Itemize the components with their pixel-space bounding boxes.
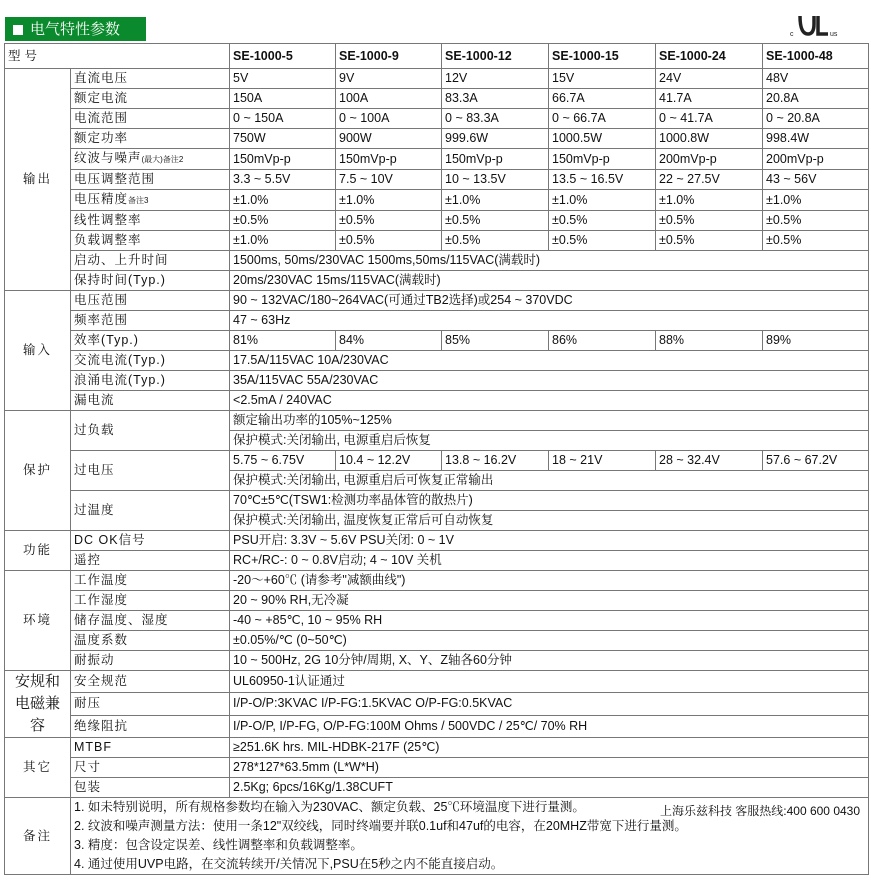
- table-row: [5, 129, 869, 149]
- row-label: 额定功率: [71, 129, 230, 149]
- table-row: [5, 291, 869, 311]
- cell: 150mVp-p: [230, 149, 336, 170]
- cell: ±0.5%: [549, 211, 656, 231]
- cell: 0 ~ 150A: [230, 109, 336, 129]
- section-title: [5, 17, 146, 41]
- table-row: [5, 451, 869, 471]
- cell: 278*127*63.5mm (L*W*H): [230, 758, 869, 778]
- table-row: [5, 738, 869, 758]
- cell: 86%: [549, 331, 656, 351]
- row-label: 安全规范: [71, 671, 230, 693]
- row-label-note: (最大)备注2: [141, 155, 184, 164]
- cell: 0 ~ 100A: [336, 109, 442, 129]
- cell: 3.3 ~ 5.5V: [230, 170, 336, 190]
- table-row: [5, 211, 869, 231]
- cell: ±0.5%: [442, 211, 549, 231]
- table-row: [5, 778, 869, 798]
- cell: ±0.5%: [336, 211, 442, 231]
- row-label: 保持时间(Typ.): [71, 271, 230, 291]
- cell: 20ms/230VAC 15ms/115VAC(满载时): [230, 271, 869, 291]
- table-row: [5, 271, 869, 291]
- cell: 150mVp-p: [549, 149, 656, 170]
- row-label: 启动、上升时间: [71, 251, 230, 271]
- cell: ±0.5%: [763, 211, 869, 231]
- table-row: [5, 611, 869, 631]
- category-output: 输出: [5, 69, 71, 291]
- cell: 66.7A: [549, 89, 656, 109]
- cell: 5V: [230, 69, 336, 89]
- cell: 0 ~ 41.7A: [656, 109, 763, 129]
- table-row: [5, 190, 869, 211]
- cell: I/P-O/P, I/P-FG, O/P-FG:100M Ohms / 500VDC / 25℃/ 70% RH: [230, 715, 869, 737]
- cell: 24V: [656, 69, 763, 89]
- category-protection: 保护: [5, 411, 71, 531]
- cell: 48V: [763, 69, 869, 89]
- row-label: 包装: [71, 778, 230, 798]
- table-row: [5, 758, 869, 778]
- cell: 0 ~ 20.8A: [763, 109, 869, 129]
- cell: 5.75 ~ 6.75V: [230, 451, 336, 471]
- category-notes: 备注: [5, 798, 71, 875]
- cell: 41.7A: [656, 89, 763, 109]
- cell: 70℃±5℃(TSW1:检测功率晶体管的散热片): [230, 491, 869, 511]
- table-row: [5, 411, 869, 431]
- cell: 998.4W: [763, 129, 869, 149]
- table-row: [5, 571, 869, 591]
- row-label: 尺寸: [71, 758, 230, 778]
- cell: ≥251.6K hrs. MIL-HDBK-217F (25℃): [230, 738, 869, 758]
- table-row: [5, 231, 869, 251]
- cell: RC+/RC-: 0 ~ 0.8V启动; 4 ~ 10V 关机: [230, 551, 869, 571]
- row-label: 储存温度、湿度: [71, 611, 230, 631]
- cell: 13.8 ~ 16.2V: [442, 451, 549, 471]
- table-row: [5, 371, 869, 391]
- svg-text:c: c: [790, 31, 794, 38]
- square-bullet-icon: [13, 25, 23, 35]
- row-label: 负载调整率: [71, 231, 230, 251]
- row-label: 过电压: [71, 451, 230, 491]
- cell: ±0.5%: [656, 231, 763, 251]
- row-label: 电压范围: [71, 291, 230, 311]
- cell: ±0.5%: [763, 231, 869, 251]
- cell: ±1.0%: [656, 190, 763, 211]
- model-name: SE-1000-9: [336, 44, 442, 69]
- cell: 84%: [336, 331, 442, 351]
- table-row: [5, 551, 869, 571]
- svg-text:us: us: [830, 31, 838, 38]
- row-label: MTBF: [71, 738, 230, 758]
- cell: ±0.05%/℃ (0~50℃): [230, 631, 869, 651]
- cell: 12V: [442, 69, 549, 89]
- row-label: 频率范围: [71, 311, 230, 331]
- note-line: 3. 精度：包含设定误差、线性调整率和负载调整率。: [74, 838, 363, 852]
- table-row: [5, 331, 869, 351]
- cell: 750W: [230, 129, 336, 149]
- cell: 1000.5W: [549, 129, 656, 149]
- cell: ±1.0%: [763, 190, 869, 211]
- note-line: 2. 纹波和噪声测量方法：使用一条12"双绞线，同时终端要并联0.1uf和47uf的电容，在20MHZ带宽下进行量测。: [74, 819, 687, 833]
- cell: 900W: [336, 129, 442, 149]
- table-row: [5, 89, 869, 109]
- model-name: SE-1000-12: [442, 44, 549, 69]
- cell: 100A: [336, 89, 442, 109]
- cell: 20.8A: [763, 89, 869, 109]
- cell: 47 ~ 63Hz: [230, 311, 869, 331]
- cell: ±0.5%: [549, 231, 656, 251]
- cell: 2.5Kg; 6pcs/16Kg/1.38CUFT: [230, 778, 869, 798]
- cell: ±0.5%: [230, 211, 336, 231]
- cell: 保护模式:关闭输出, 电源重启后恢复: [230, 431, 869, 451]
- notes-row: [5, 798, 869, 875]
- row-label: 电流范围: [71, 109, 230, 129]
- table-row: [5, 109, 869, 129]
- row-label: 效率(Typ.): [71, 331, 230, 351]
- cell: 0 ~ 83.3A: [442, 109, 549, 129]
- cell: ±1.0%: [230, 231, 336, 251]
- category-environment: 环境: [5, 571, 71, 671]
- row-label-text: 电压精度: [74, 192, 129, 206]
- notes-cell: [71, 798, 869, 875]
- row-label: 直流电压: [71, 69, 230, 89]
- cell: ±1.0%: [442, 190, 549, 211]
- table-row: [5, 671, 869, 693]
- cell: ±0.5%: [336, 231, 442, 251]
- cell: 保护模式:关闭输出, 温度恢复正常后可自动恢复: [230, 511, 869, 531]
- ul-certification-logo: [788, 10, 844, 40]
- spec-table: [4, 43, 869, 875]
- cell: 17.5A/115VAC 10A/230VAC: [230, 351, 869, 371]
- table-row: [5, 391, 869, 411]
- cell: 0 ~ 66.7A: [549, 109, 656, 129]
- cell: 20 ~ 90% RH,无冷凝: [230, 591, 869, 611]
- table-row: [5, 715, 869, 737]
- cell: ±1.0%: [336, 190, 442, 211]
- table-row: [5, 631, 869, 651]
- table-row: [5, 693, 869, 715]
- cell: 200mVp-p: [656, 149, 763, 170]
- cell: 90 ~ 132VAC/180~264VAC(可通过TB2选择)或254 ~ 370VDC: [230, 291, 869, 311]
- cell: 150mVp-p: [442, 149, 549, 170]
- cell: 150A: [230, 89, 336, 109]
- cell: 22 ~ 27.5V: [656, 170, 763, 190]
- note-line: 4. 通过使用UVP电路，在交流转续开/关情况下,PSU在5秒之内不能直接启动。: [74, 857, 504, 871]
- cell: -20～+60℃ (请参考"减额曲线"): [230, 571, 869, 591]
- row-label: 漏电流: [71, 391, 230, 411]
- table-row: [5, 531, 869, 551]
- table-row: [5, 69, 869, 89]
- row-label-text: 纹波与噪声: [74, 151, 142, 165]
- cell: 额定输出功率的105%~125%: [230, 411, 869, 431]
- cell: 43 ~ 56V: [763, 170, 869, 190]
- table-row: [5, 149, 869, 170]
- cell: 85%: [442, 331, 549, 351]
- row-label: 过温度: [71, 491, 230, 531]
- row-label: 浪涌电流(Typ.): [71, 371, 230, 391]
- table-row: [5, 170, 869, 190]
- cell: 83.3A: [442, 89, 549, 109]
- cell: 保护模式:关闭输出, 电源重启后可恢复正常输出: [230, 471, 869, 491]
- note-line: 1. 如未特别说明，所有规格参数均在输入为230VAC、额定负载、25℃环境温度下进行量测。: [74, 800, 585, 814]
- model-name: SE-1000-24: [656, 44, 763, 69]
- cell: 9V: [336, 69, 442, 89]
- table-row: [5, 311, 869, 331]
- cell: I/P-O/P:3KVAC I/P-FG:1.5KVAC O/P-FG:0.5KVAC: [230, 693, 869, 715]
- cell: 10.4 ~ 12.2V: [336, 451, 442, 471]
- row-label: 工作温度: [71, 571, 230, 591]
- cell: 89%: [763, 331, 869, 351]
- row-label: 遥控: [71, 551, 230, 571]
- row-label-note: 备注3: [128, 196, 149, 205]
- cell: ±0.5%: [656, 211, 763, 231]
- row-label: 耐压: [71, 693, 230, 715]
- cell: 999.6W: [442, 129, 549, 149]
- row-label: 工作湿度: [71, 591, 230, 611]
- cell: PSU开启: 3.3V ~ 5.6V PSU关闭: 0 ~ 1V: [230, 531, 869, 551]
- cell: 10 ~ 500Hz, 2G 10分钟/周期, X、Y、Z轴各60分钟: [230, 651, 869, 671]
- category-function: 功能: [5, 531, 71, 571]
- cell: 81%: [230, 331, 336, 351]
- cell: 18 ~ 21V: [549, 451, 656, 471]
- cell: 150mVp-p: [336, 149, 442, 170]
- model-name: SE-1000-5: [230, 44, 336, 69]
- cell: 15V: [549, 69, 656, 89]
- cell: 1000.8W: [656, 129, 763, 149]
- row-label: 额定电流: [71, 89, 230, 109]
- cell: 88%: [656, 331, 763, 351]
- section-title-text: 电气特性参数: [30, 20, 121, 38]
- cell: <2.5mA / 240VAC: [230, 391, 869, 411]
- cell: 28 ~ 32.4V: [656, 451, 763, 471]
- table-row: [5, 351, 869, 371]
- cell: 7.5 ~ 10V: [336, 170, 442, 190]
- row-label: 电压调整范围: [71, 170, 230, 190]
- cell: 35A/115VAC 55A/230VAC: [230, 371, 869, 391]
- cell: 1500ms, 50ms/230VAC 1500ms,50ms/115VAC(满载时): [230, 251, 869, 271]
- model-header-row: [5, 44, 869, 69]
- row-label: 温度系数: [71, 631, 230, 651]
- category-safety-emc: 安规和电磁兼容: [5, 671, 71, 738]
- cell: ±1.0%: [549, 190, 656, 211]
- cell: 200mVp-p: [763, 149, 869, 170]
- cell: 10 ~ 13.5V: [442, 170, 549, 190]
- row-label: 过负载: [71, 411, 230, 451]
- cell: 57.6 ~ 67.2V: [763, 451, 869, 471]
- row-label: DC OK信号: [71, 531, 230, 551]
- cell: 13.5 ~ 16.5V: [549, 170, 656, 190]
- model-name: SE-1000-48: [763, 44, 869, 69]
- row-label: 线性调整率: [71, 211, 230, 231]
- contact-hotline: 上海乐兹科技 客服热线:400 600 0430: [659, 804, 861, 818]
- model-header-label: 型号: [5, 44, 230, 69]
- table-row: [5, 491, 869, 511]
- row-label: 耐振动: [71, 651, 230, 671]
- table-row: [5, 651, 869, 671]
- row-label: [71, 190, 230, 211]
- cell: ±0.5%: [442, 231, 549, 251]
- table-row: [5, 251, 869, 271]
- cell: ±1.0%: [230, 190, 336, 211]
- cell: -40 ~ +85℃, 10 ~ 95% RH: [230, 611, 869, 631]
- row-label: [71, 149, 230, 170]
- cell: UL60950-1认证通过: [230, 671, 869, 693]
- table-row: [5, 591, 869, 611]
- row-label: 交流电流(Typ.): [71, 351, 230, 371]
- category-other: 其它: [5, 738, 71, 798]
- model-name: SE-1000-15: [549, 44, 656, 69]
- row-label: 绝缘阻抗: [71, 715, 230, 737]
- category-input: 输入: [5, 291, 71, 411]
